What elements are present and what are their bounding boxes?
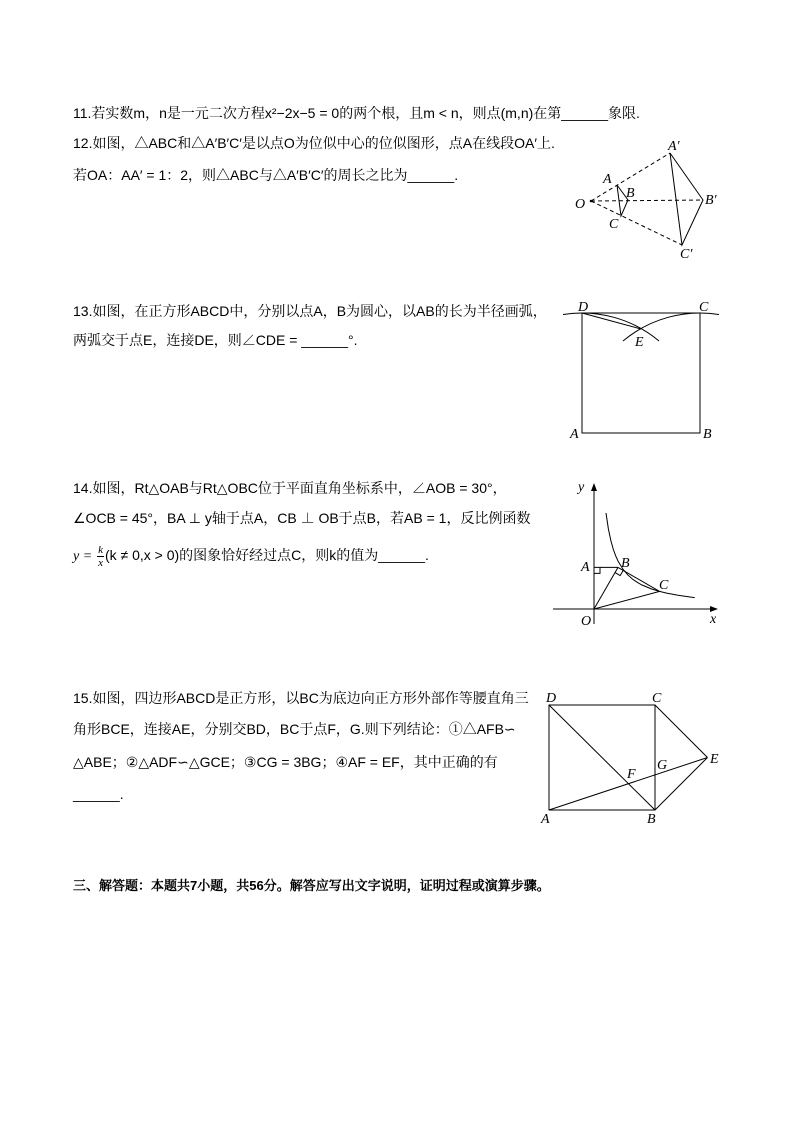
label-A: A xyxy=(541,812,550,827)
segment-DE xyxy=(582,313,641,329)
label-C: C xyxy=(652,691,662,706)
label-C: C xyxy=(699,300,709,315)
label-C: C xyxy=(659,578,669,593)
section-3-heading: 三、解答题：本题共7小题，共56分。解答应写出文字说明，证明过程或演算步骤。 xyxy=(73,878,550,893)
label-E: E xyxy=(710,752,719,767)
inverse-function-curve xyxy=(606,513,695,598)
question-12-line-1: 12.如图，△ABC和△A′B′C′是以点O为位似中心的位似图形，点A在线段OA′上. xyxy=(73,135,555,151)
label-A: A xyxy=(603,172,612,187)
segment-CE xyxy=(655,705,708,758)
segment-BC xyxy=(618,567,660,591)
label-G: G xyxy=(657,758,668,773)
label-B: B xyxy=(647,812,656,827)
fraction-denominator: x xyxy=(98,557,103,569)
dashed-line-O-B-prime xyxy=(591,200,703,201)
label-A: A xyxy=(581,560,590,575)
function-prefix: y = xyxy=(73,549,93,565)
label-F: F xyxy=(627,767,636,782)
label-A-prime: A′ xyxy=(668,139,680,154)
question-15-line-4: ______. xyxy=(73,786,124,802)
figure-15-square-triangle-diagram xyxy=(535,685,725,830)
question-15-line-2: 角形BCE，连接AE，分别交BD，BC于点F，G.则下列结论：①△AFB∽ xyxy=(73,721,516,737)
triangle-A-prime-B-prime-C-prime xyxy=(670,153,703,245)
question-14-line-3 xyxy=(73,544,429,569)
y-axis-arrow xyxy=(591,483,597,491)
label-B-prime: B′ xyxy=(705,193,717,208)
question-13-line-1: 13.如图，在正方形ABCD中，分别以点A，B为圆心，以AB的长为半径画弧， xyxy=(73,303,547,319)
question-13-line-2: 两弧交于点E，连接DE，则∠CDE = ______°. xyxy=(73,332,358,348)
fraction-k-over-x xyxy=(97,544,104,569)
right-angle-mark-A xyxy=(594,567,600,573)
figure-12-homothety-diagram xyxy=(565,135,730,270)
question-11-text: 11.若实数m，n是一元二次方程x²−2x−5 = 0的两个根，且m < n，则点(m,n)在第______象限. xyxy=(73,105,640,121)
question-15-line-1: 15.如图，四边形ABCD是正方形，以BC为底边向正方形外部作等腰直角三 xyxy=(73,690,529,706)
question-12-line-2: 若OA：AA′ = 1：2，则△ABC与△A′B′C′的周长之比为______. xyxy=(73,167,459,183)
question-14-line-1: 14.如图，Rt△OAB与Rt△OBC位于平面直角坐标系中，∠AOB = 30°， xyxy=(73,480,507,496)
question-14-line-3-rest: (k ≠ 0,x > 0)的图象恰好经过点C，则k的值为______. xyxy=(104,547,429,564)
question-15-line-3: △ABE；②△ADF∽△GCE；③CG = 3BG；④AF = EF，其中正确的有 xyxy=(73,754,498,770)
label-B: B xyxy=(621,556,630,571)
label-C-prime: C′ xyxy=(680,247,693,262)
label-O: O xyxy=(581,614,592,629)
figure-13-square-arcs-diagram xyxy=(555,295,725,450)
label-O: O xyxy=(575,197,586,212)
fraction-numerator: k xyxy=(98,544,103,556)
label-D: D xyxy=(546,691,557,706)
segment-AE xyxy=(549,758,708,811)
segment-OC xyxy=(594,591,660,609)
label-C: C xyxy=(609,217,619,232)
label-D: D xyxy=(578,300,589,315)
square-ABCD xyxy=(582,313,700,433)
point-O-dot xyxy=(590,200,593,203)
question-14-line-2: ∠OCB = 45°，BA ⊥ y轴于点A，CB ⊥ OB于点B，若AB = 1，反比例函数 xyxy=(73,510,531,526)
label-E: E xyxy=(635,335,644,350)
figure-14-coordinate-diagram xyxy=(545,475,725,635)
label-A: A xyxy=(570,427,579,442)
label-B: B xyxy=(703,427,712,442)
diagonal-BD xyxy=(549,705,655,810)
label-x-axis: x xyxy=(710,612,717,627)
dashed-line-O-C-prime xyxy=(591,201,682,245)
label-y-axis: y xyxy=(578,480,585,495)
label-B: B xyxy=(626,186,635,201)
